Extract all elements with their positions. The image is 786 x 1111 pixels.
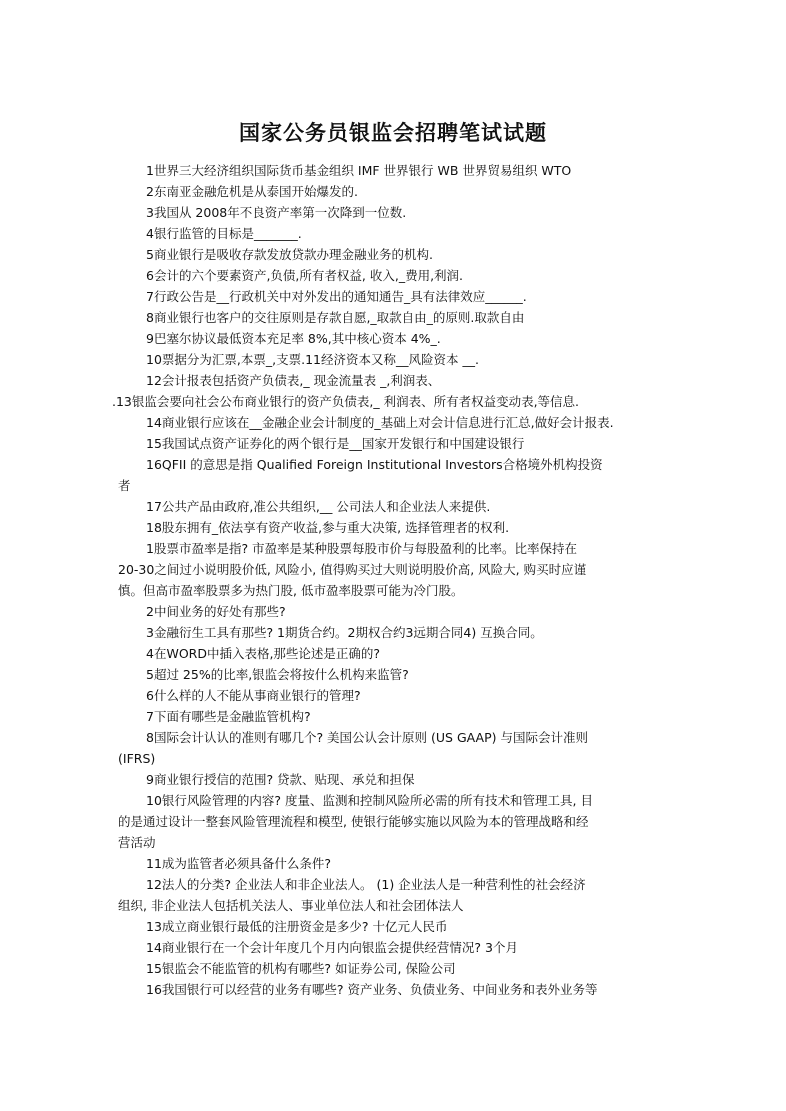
page-title: 国家公务员银监会招聘笔试试题 xyxy=(239,120,547,145)
line-10: 10票据分为汇票,本票_,支票.11经济资本又称__风险资本 __. xyxy=(146,352,479,367)
line-32: 的是通过设计一整套风险管理流程和模型, 使银行能够实施以风险为本的管理战略和经 xyxy=(118,814,589,829)
document-body xyxy=(112,160,678,1000)
line-5: 5商业银行是吸收存款发放贷款办理金融业务的机构. xyxy=(146,247,433,262)
line-19: 1股票市盈率是指? 市盈率是某种股票每股市价与每股盈利的比率。比率保持在 xyxy=(146,541,578,556)
line-28: 8国际会计认认的准则有哪几个? 美国公认会计原则 (US GAAP) 与国际会计准则 xyxy=(146,730,588,745)
line-18: 18股东拥有_依法享有资产收益,参与重大决策, 选择管理者的权利. xyxy=(146,520,510,535)
line-12: .13银监会要向社会公布商业银行的资产负债表,_ 利润表、所有者权益变动表,等信息. xyxy=(112,394,580,409)
line-13: 14商业银行应该在__金融企业会计制度的_基础上对会计信息进行汇总,做好会计报表. xyxy=(146,415,614,430)
line-1: 1世界三大经济组织国际货币基金组织 IMF 世界银行 WB 世界贸易组织 WTO xyxy=(146,163,572,178)
line-38: 14商业银行在一个会计年度几个月内向银监会提供经营情况? 3个月 xyxy=(146,940,518,955)
line-17: 17公共产品由政府,准公共组织,__ 公司法人和企业法人来提供. xyxy=(146,499,491,514)
line-39: 15银监会不能监管的机构有哪些? 如证券公司, 保险公司 xyxy=(146,961,456,976)
line-14: 15我国试点资产证券化的两个银行是__国家开发银行和中国建设银行 xyxy=(146,436,525,451)
line-16: 者 xyxy=(118,478,131,493)
line-22: 2中间业务的好处有那些? xyxy=(146,604,286,619)
line-21: 慎。但高市盈率股票多为热门股, 低市盈率股票可能为冷门股。 xyxy=(118,583,464,598)
line-6: 6会计的六个要素资产,负债,所有者权益, 收入,_费用,利润. xyxy=(146,268,464,283)
line-9: 9巴塞尔协议最低资本充足率 8%,其中核心资本 4%_. xyxy=(146,331,441,346)
line-29: (IFRS) xyxy=(118,751,156,766)
line-11: 12会计报表包括资产负债表,_ 现金流量表 _,利润表、 xyxy=(146,373,441,388)
line-35: 12法人的分类? 企业法人和非企业法人。 (1) 企业法人是一种营利性的社会经济 xyxy=(146,877,586,892)
line-33: 营活动 xyxy=(118,835,156,850)
line-4: 4银行监管的目标是_______. xyxy=(146,226,302,241)
line-20: 20-30之间过小说明股价低, 风险小, 值得购买过大则说明股价高, 风险大, 购买时应谨 xyxy=(118,562,587,577)
line-2: 2东南亚金融危机是从泰国开始爆发的. xyxy=(146,184,358,199)
line-31: 10银行风险管理的内容? 度量、监测和控制风险所必需的所有技术和管理工具, 目 xyxy=(146,793,593,808)
line-40: 16我国银行可以经营的业务有哪些? 资产业务、负债业务、中间业务和表外业务等 xyxy=(146,982,598,997)
line-37: 13成立商业银行最低的注册资金是多少? 十亿元人民币 xyxy=(146,919,448,934)
line-23: 3金融衍生工具有那些? 1期货合约。2期权合约3远期合同4) 互换合同。 xyxy=(146,625,543,640)
line-25: 5超过 25%的比率,银监会将按什么机构来监管? xyxy=(146,667,409,682)
line-3: 3我国从 2008年不良资产率第一次降到一位数. xyxy=(146,205,407,220)
line-34: 11成为监管者必须具备什么条件? xyxy=(146,856,332,871)
line-30: 9商业银行授信的范围? 贷款、贴现、承兑和担保 xyxy=(146,772,415,787)
line-7: 7行政公告是__行政机关中对外发出的通知通告_具有法律效应______. xyxy=(146,289,527,304)
line-26: 6什么样的人不能从事商业银行的管理? xyxy=(146,688,361,703)
line-8: 8商业银行也客户的交往原则是存款自愿,_取款自由_的原则.取款自由 xyxy=(146,310,525,325)
line-15: 16QFII 的意思是指 Qualified Foreign Institutional Investors合格境外机构投资 xyxy=(146,457,603,472)
line-36: 组织, 非企业法人包括机关法人、事业单位法人和社会团体法人 xyxy=(118,898,464,913)
line-24: 4在WORD中插入表格,那些论述是正确的? xyxy=(146,646,381,661)
line-27: 7下面有哪些是金融监管机构? xyxy=(146,709,311,724)
